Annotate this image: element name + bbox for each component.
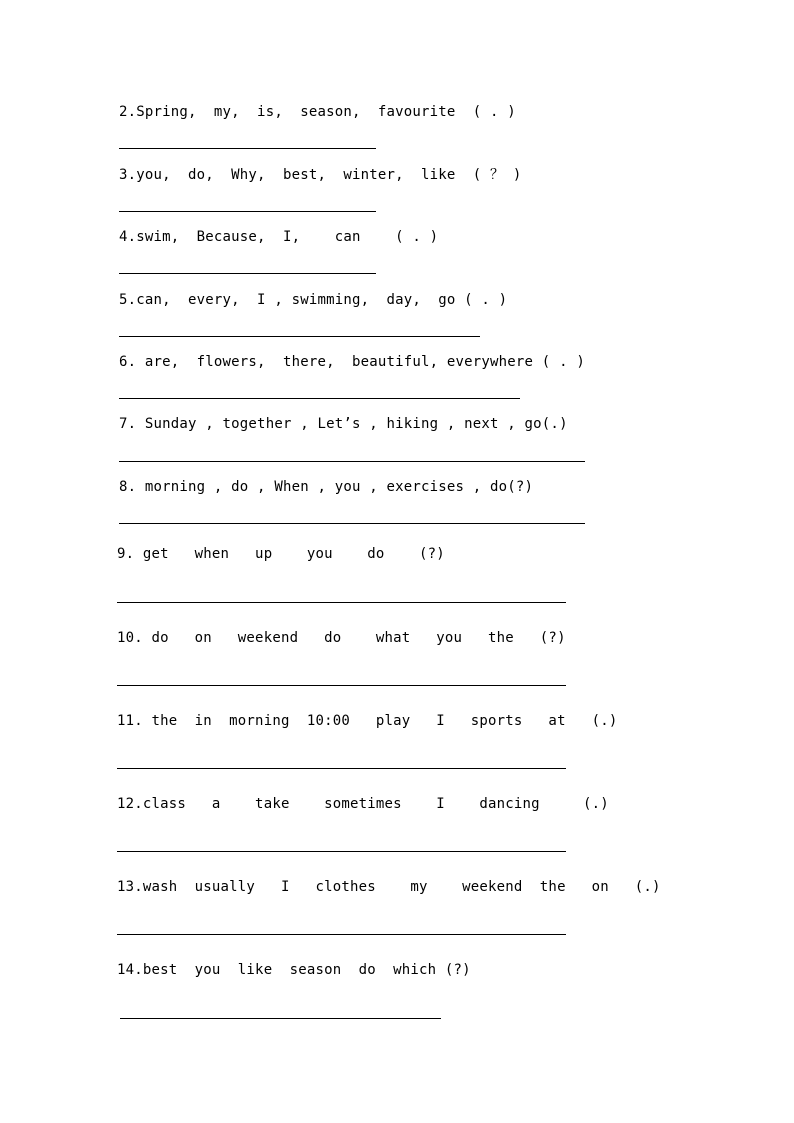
exercise-2-prompt: 2.Spring, my, is, season, favourite ( . ) xyxy=(119,104,516,120)
exercise-8-prompt: 8. morning , do , When , you , exercises , do(?) xyxy=(119,479,534,495)
answer-line-11[interactable] xyxy=(117,768,566,769)
exercise-10-prompt: 10. do on weekend do what you the (?) xyxy=(117,630,566,646)
answer-line-8[interactable] xyxy=(119,523,585,524)
exercise-6-prompt: 6. are, flowers, there, beautiful, everywhere ( . ) xyxy=(119,354,585,370)
answer-line-6[interactable] xyxy=(119,398,520,399)
answer-line-9[interactable] xyxy=(117,602,566,603)
exercise-13-prompt: 13.wash usually I clothes my weekend the on (.) xyxy=(117,879,661,895)
exercise-14-prompt: 14.best you like season do which (?) xyxy=(117,962,471,978)
answer-line-13[interactable] xyxy=(117,934,566,935)
exercise-9-prompt: 9. get when up you do (?) xyxy=(117,546,445,562)
exercise-5-prompt: 5.can, every, I , swimming, day, go ( . ) xyxy=(119,292,508,308)
answer-line-7[interactable] xyxy=(119,461,585,462)
answer-line-4[interactable] xyxy=(119,273,376,274)
answer-line-14[interactable] xyxy=(120,1018,441,1019)
exercise-11-prompt: 11. the in morning 10:00 play I sports at (.) xyxy=(117,713,618,729)
exercise-7-prompt: 7. Sunday , together , Let’s , hiking , next , go(.) xyxy=(119,416,568,432)
answer-line-2[interactable] xyxy=(119,148,376,149)
answer-line-3[interactable] xyxy=(119,211,376,212)
exercise-12-prompt: 12.class a take sometimes I dancing (.) xyxy=(117,796,609,812)
answer-line-12[interactable] xyxy=(117,851,566,852)
answer-line-5[interactable] xyxy=(119,336,480,337)
exercise-3-prompt: 3.you, do, Why, best, winter, like ( ？ ) xyxy=(119,167,522,183)
exercise-4-prompt: 4.swim, Because, I, can ( . ) xyxy=(119,229,439,245)
answer-line-10[interactable] xyxy=(117,685,566,686)
